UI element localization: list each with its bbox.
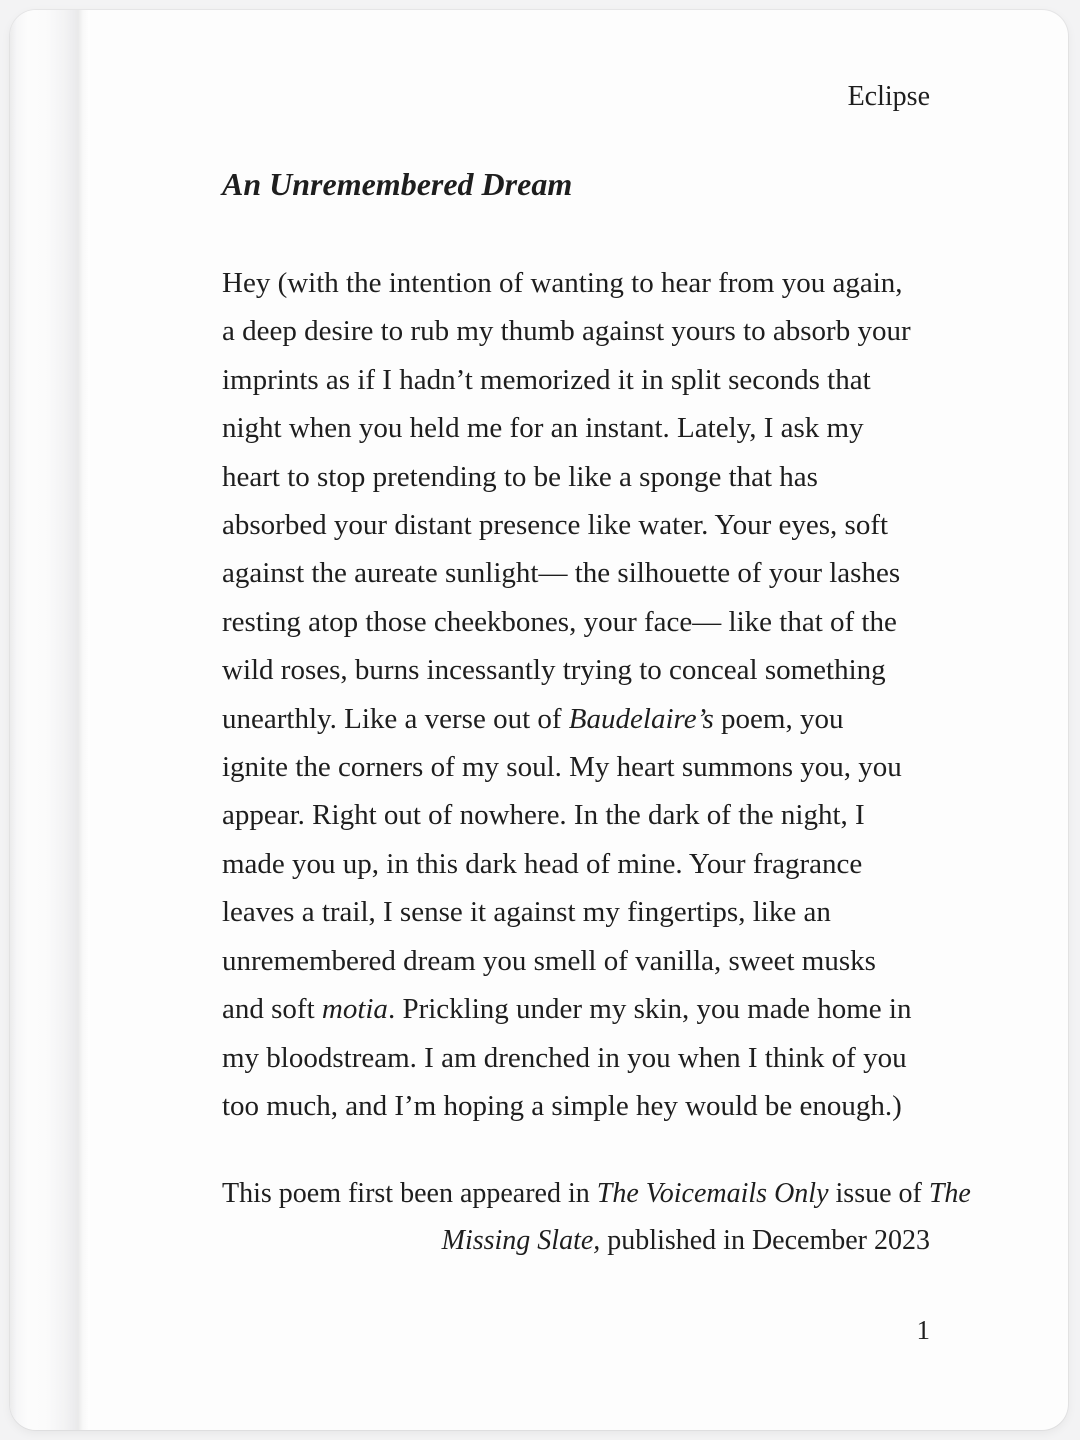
poem-line: Hey (with the intention of wanting to hear from you again, xyxy=(222,267,903,299)
book-spine xyxy=(10,10,90,1430)
poem-line: and soft motia. Prickling under my skin, you made home in xyxy=(222,993,912,1026)
running-header: Eclipse xyxy=(847,81,930,112)
book-page xyxy=(10,10,1068,1430)
poem-line: heart to stop pretending to be like a sponge that has xyxy=(222,460,818,493)
poem-line: imprints as if I hadn’t memorized it in split seconds that xyxy=(222,363,871,396)
poem-line: my bloodstream. I am drenched in you when I think of you xyxy=(222,1041,907,1074)
publication-note-line: Missing Slate, published in December 2023 xyxy=(441,1225,930,1256)
poem-body xyxy=(222,259,962,1130)
poem-line: ignite the corners of my soul. My heart summons you, you xyxy=(222,751,902,784)
poem-line: resting atop those cheekbones, your face— like that of the xyxy=(222,605,897,638)
poem-line: night when you held me for an instant. Lately, I ask my xyxy=(222,412,864,445)
poem-line: appear. Right out of nowhere. In the dark of the night, I xyxy=(222,799,865,832)
publication-note xyxy=(222,1170,971,1264)
poem-line: unremembered dream you smell of vanilla, sweet musks xyxy=(222,944,876,977)
poem-line: wild roses, burns incessantly trying to conceal something xyxy=(222,654,886,687)
poem-line: made you up, in this dark head of mine. Your fragrance xyxy=(222,847,863,880)
publication-note-line: This poem first been appeared in The Voicemails Only issue of The xyxy=(222,1178,971,1209)
poem-line: leaves a trail, I sense it against my fingertips, like an xyxy=(222,896,831,929)
page-number: 1 xyxy=(916,1315,930,1345)
poem-line: unearthly. Like a verse out of Baudelaire’s poem, you xyxy=(222,702,844,735)
poem-line: absorbed your distant presence like water. Your eyes, soft xyxy=(222,509,889,542)
poem-line: a deep desire to rub my thumb against yours to absorb your xyxy=(222,315,911,348)
poem-line: too much, and I’m hoping a simple hey would be enough.) xyxy=(222,1089,902,1122)
poem-line: against the aureate sunlight— the silhouette of your lashes xyxy=(222,557,901,590)
poem-title: An Unremembered Dream xyxy=(222,166,573,202)
